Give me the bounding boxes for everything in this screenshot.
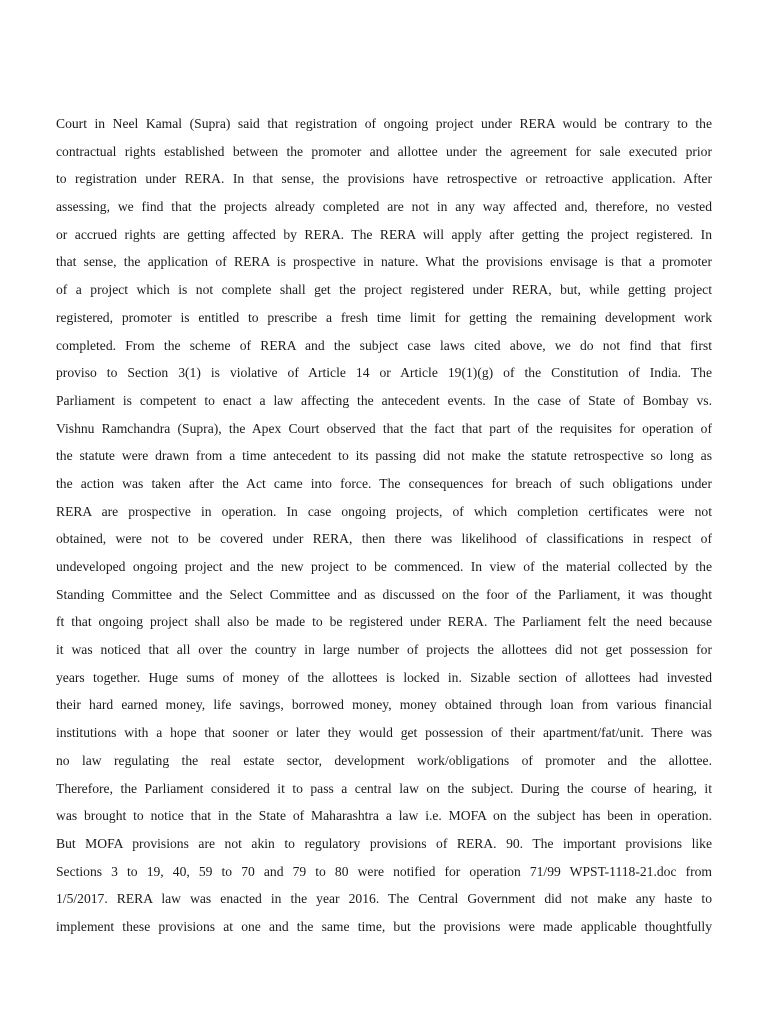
text-line: obtained, were not to be covered under RERA, then there was likelihood of classifications in respect of [56,531,712,547]
text-line: registered, promoter is entitled to prescribe a fresh time limit for getting the remaining development work [56,309,712,325]
text-line: RERA are prospective in operation. In case ongoing projects, of which completion certificates were not [56,503,712,519]
text-line: it was noticed that all over the country in large number of projects the allottees did not get possession for [56,642,712,658]
text-line: implement these provisions at one and the same time, but the provisions were made applicable thoughtfully [56,918,712,934]
text-line: contractual rights established between the promoter and allottee under the agreement for sale executed prior [56,143,712,159]
text-line: completed. From the scheme of RERA and the subject case laws cited above, we do not find that first [56,337,712,353]
text-line: Sections 3 to 19, 40, 59 to 70 and 79 to 80 were notified for operation 71/99 WPST-1118-21.doc from [56,863,712,879]
text-line: the statute were drawn from a time antecedent to its passing did not make the statute retrospective so long as [56,448,712,464]
text-line: years together. Huge sums of money of the allottees is locked in. Sizable section of allottees had invested [56,669,712,685]
text-line: Vishnu Ramchandra (Supra), the Apex Court observed that the fact that part of the requisites for operation of [56,420,712,436]
text-line: Parliament is competent to enact a law affecting the antecedent events. In the case of State of Bombay vs. [56,392,712,408]
text-line: But MOFA provisions are not akin to regulatory provisions of RERA. 90. The important provisions like [56,835,712,851]
text-line: Court in Neel Kamal (Supra) said that registration of ongoing project under RERA would be contrary to the [56,116,712,131]
text-line: the action was taken after the Act came into force. The consequences for breach of such obligations under [56,475,712,491]
text-line: ft that ongoing project shall also be made to be registered under RERA. The Parliament felt the need because [56,614,712,630]
text-line: was brought to notice that in the State of Maharashtra a law i.e. MOFA on the subject has been in operation. [56,808,712,824]
text-line: assessing, we find that the projects already completed are not in any way affected and, therefore, no vested [56,199,712,215]
text-line: Therefore, the Parliament considered it to pass a central law on the subject. During the course of hearing, it [56,780,712,796]
body-paragraph [56,110,712,941]
text-line: of a project which is not complete shall get the project registered under RERA, but, while getting project [56,282,712,298]
text-line: undeveloped ongoing project and the new project to be commenced. In view of the material collected by the [56,559,712,574]
text-line: 1/5/2017. RERA law was enacted in the year 2016. The Central Government did not make any haste to [56,891,712,907]
text-line: proviso to Section 3(1) is violative of Article 14 or Article 19(1)(g) of the Constitution of India. The [56,365,712,381]
text-line: their hard earned money, life savings, borrowed money, money obtained through loan from various financial [56,697,712,713]
text-line: that sense, the application of RERA is prospective in nature. What the provisions envisage is that a promoter [56,254,712,270]
text-line: no law regulating the real estate sector, development work/obligations of promoter and the allottee. [56,752,712,768]
text-line: or accrued rights are getting affected by RERA. The RERA will apply after getting the project registered. In [56,226,712,242]
text-line: institutions with a hope that sooner or later they would get possession of their apartment/fat/unit. There was [56,725,712,741]
text-line: to registration under RERA. In that sense, the provisions have retrospective or retroactive application. After [56,171,712,187]
text-line: Standing Committee and the Select Committee and as discussed on the foor of the Parliament, it was thought [56,586,712,602]
